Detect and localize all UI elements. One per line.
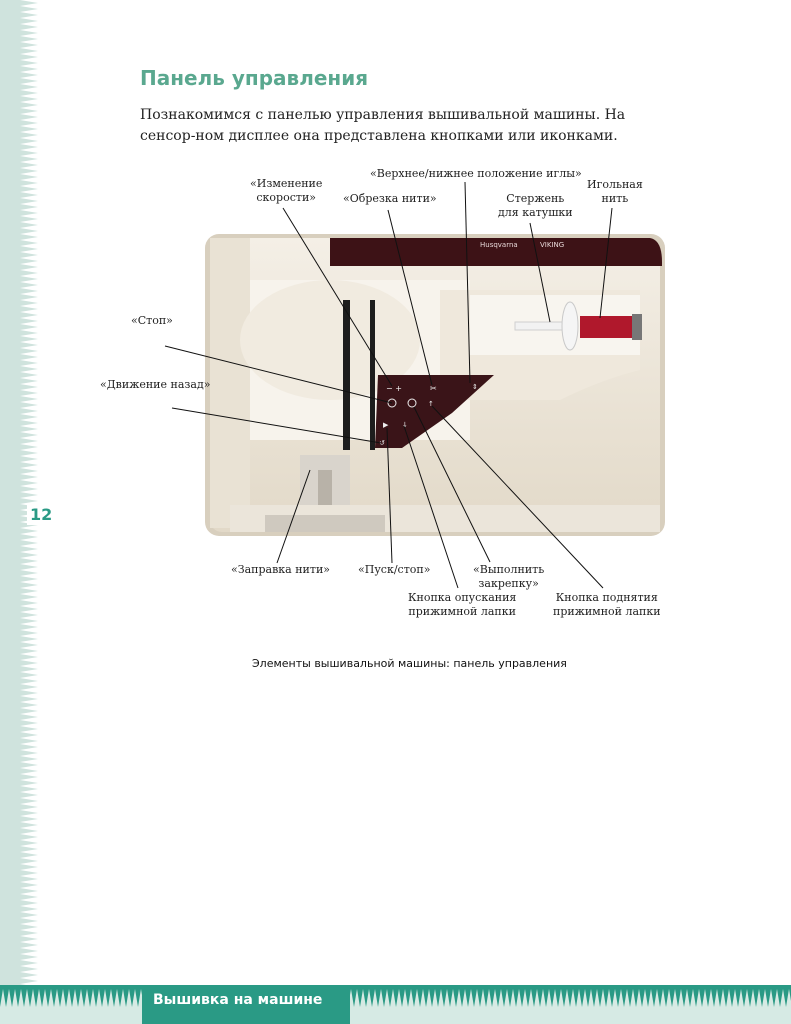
thread-guide-right [370,300,375,450]
label-speed-line2: скорости» [256,191,317,204]
label-reverse: «Движение назад» [100,378,211,391]
label-presser-up [553,591,661,619]
start-stop-symbol: ▶ [383,421,389,429]
thread-guide-left [343,300,350,450]
label-presser-down [408,591,516,619]
label-tie-off-line2: закрепку» [478,577,539,590]
label-threader: «Заправка нити» [231,563,331,576]
label-presser-down-line2: прижимной лапки [408,605,516,618]
figure-caption: Элементы вышивальной машины: панель управления [252,657,567,670]
label-needle-thread [587,178,643,206]
scissors-symbol: ✂ [430,384,437,393]
machine-side [210,238,250,528]
label-speed-line1: «Изменение [250,177,323,190]
label-needle-position: «Верхнее/нижнее положение иглы» [370,167,582,180]
label-spool-pin-line2: для катушки [498,206,573,219]
label-presser-up-line2: прижимной лапки [553,605,661,618]
presser-foot [318,470,332,510]
reverse-symbol: ↺ [379,439,385,447]
label-tie-off-line1: «Выполнить [473,563,545,576]
spool-cap [562,302,578,350]
page-title: Панель управления [140,66,369,90]
label-thread-cut: «Обрезка нити» [343,192,437,205]
speed-symbols: − + [386,384,402,393]
needle-plate [265,515,385,532]
label-speed [250,177,322,205]
label-needle-thread-line1: Игольная [587,178,643,191]
label-spool-pin-line1: Стержень [506,192,565,205]
label-tie-off [473,563,544,591]
presser-down-symbol: ↓ [402,421,408,429]
label-presser-up-line1: Кнопка поднятия [555,591,658,604]
presser-up-symbol: ↑ [428,400,434,408]
label-stop: «Стоп» [131,314,173,327]
brand-logo: Husqvarna [480,241,518,249]
model-logo: VIKING [540,241,565,249]
footer-title: Вышивка на машине [153,992,323,1008]
footer-band [0,985,791,1024]
page-number: 12 [27,504,55,525]
label-spool-pin [498,192,573,220]
thread-spool [580,316,632,338]
intro-paragraph: Познакомимся с панелью управления вышивальной машины. На сенсор-ном дисплее она представлена кнопками или иконками. [140,107,626,144]
spool-end [632,314,642,340]
label-presser-down-line1: Кнопка опускания [408,591,517,604]
label-needle-thread-line2: нить [601,192,629,205]
label-start-stop: «Пуск/стоп» [358,563,431,576]
needle-symbol: ⇕ [472,383,478,391]
